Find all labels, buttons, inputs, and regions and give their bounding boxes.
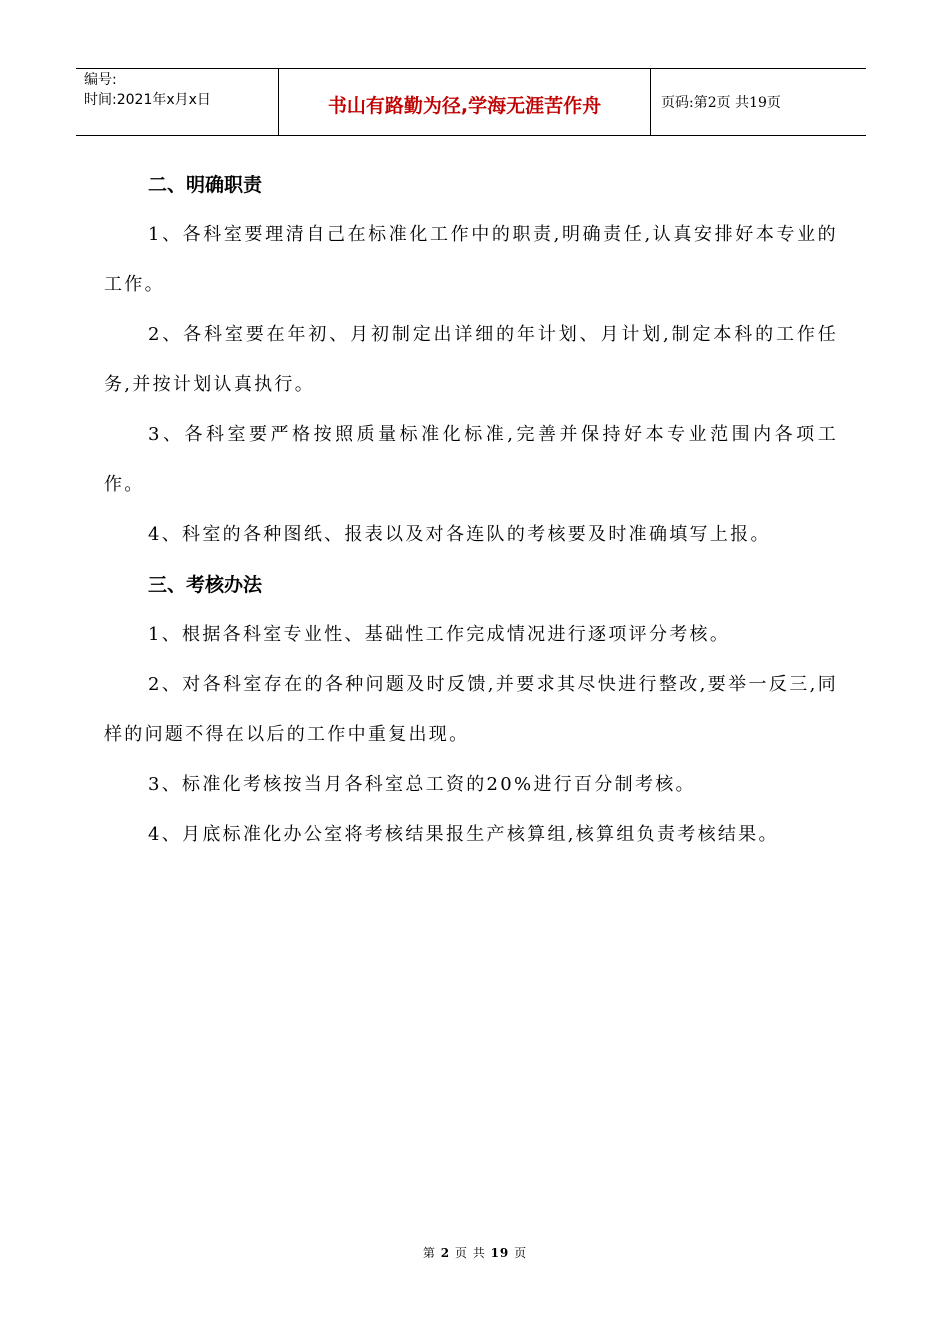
paragraph: 2、对各科室存在的各种问题及时反馈,并要求其尽快进行整改,要举一反三,同样的问题不得在以后的工作中重复出现。	[104, 674, 838, 745]
footer-page-number: 2	[440, 1246, 451, 1260]
paragraph: 1、各科室要理清自己在标准化工作中的职责,明确责任,认真安排好本专业的工作。	[104, 224, 838, 295]
page-footer	[0, 1244, 950, 1261]
document-body	[104, 160, 838, 860]
header-motto: 书山有路勤为径,学海无涯苦作舟	[327, 94, 602, 117]
document-header	[76, 68, 866, 136]
footer-middle: 页 共	[454, 1246, 486, 1260]
header-page-info: 页码:第2页 共19页	[661, 95, 781, 111]
header-motto-cell	[278, 69, 651, 135]
paragraph: 2、各科室要在年初、月初制定出详细的年计划、月计划,制定本科的工作任务,并按计划认真执行。	[104, 324, 838, 395]
paragraph: 3、标准化考核按当月各科室总工资的20%进行百分制考核。	[148, 774, 696, 795]
paragraph: 4、科室的各种图纸、报表以及对各连队的考核要及时准确填写上报。	[148, 524, 771, 545]
document-number-label: 编号:	[84, 72, 117, 88]
footer-suffix: 页	[514, 1246, 528, 1260]
header-meta-cell	[76, 69, 278, 135]
footer-total-pages: 19	[490, 1246, 510, 1260]
paragraph: 1、根据各科室专业性、基础性工作完成情况进行逐项评分考核。	[148, 624, 731, 645]
section-heading-responsibilities: 二、明确职责	[148, 174, 263, 196]
section-heading-assessment: 三、考核办法	[148, 574, 263, 596]
paragraph: 4、月底标准化办公室将考核结果报生产核算组,核算组负责考核结果。	[148, 824, 779, 845]
footer-prefix: 第	[422, 1246, 436, 1260]
document-time-label: 时间:2021年x月x日	[84, 92, 211, 108]
header-page-cell	[651, 69, 866, 135]
paragraph: 3、各科室要严格按照质量标准化标准,完善并保持好本专业范围内各项工作。	[104, 424, 838, 495]
